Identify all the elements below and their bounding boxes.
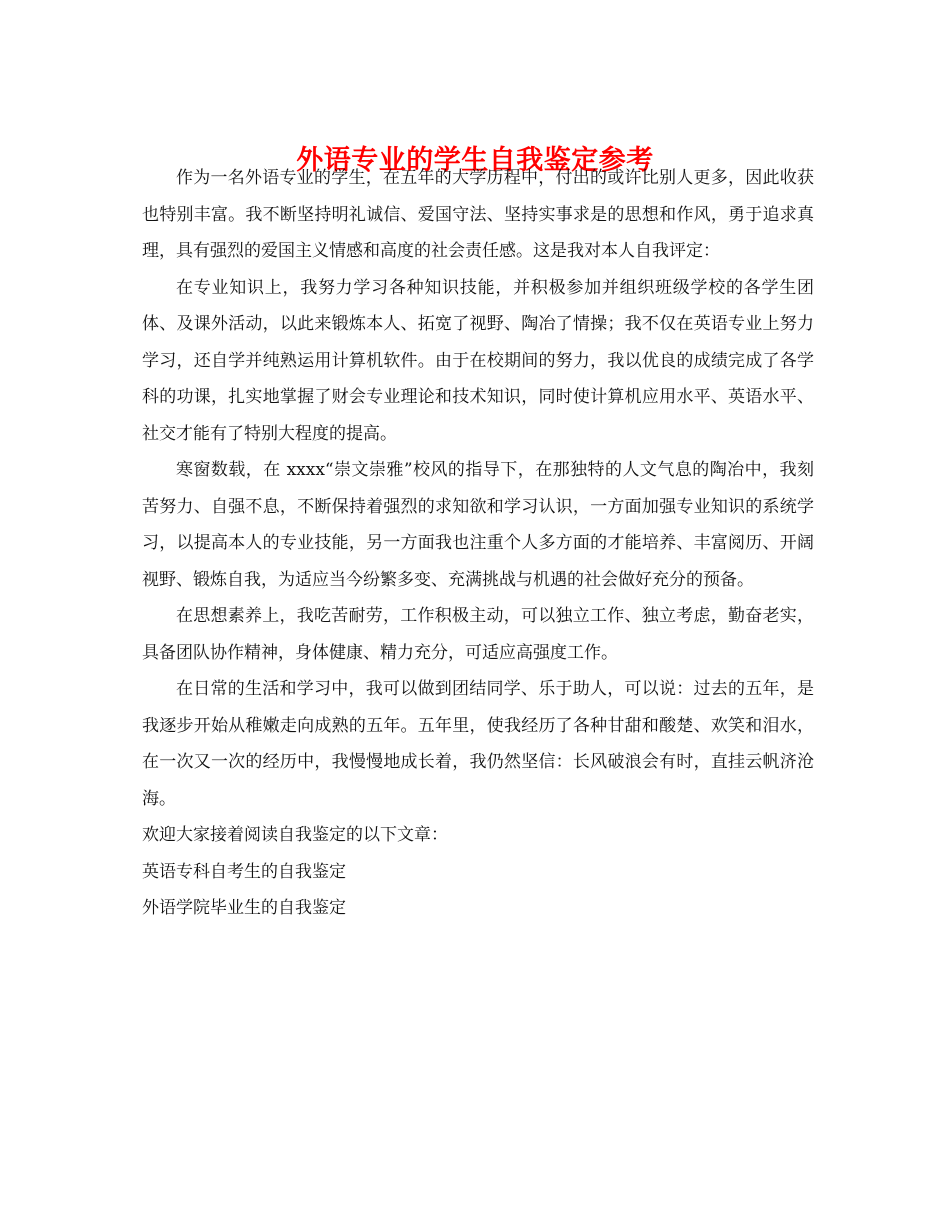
paragraph-ideological-quality: 在思想素养上，我吃苦耐劳，工作积极主动，可以独立工作、独立考虑，勤奋老实，具备团队协作精神，身体健康、精力充分，可适应高强度工作。: [142, 606, 814, 663]
document-body: [142, 160, 814, 927]
paragraph-professional-knowledge: 在专业知识上，我努力学习各种知识技能，并积极参加并组织班级学校的各学生团体、及课外活动，以此来锻炼本人、拓宽了视野、陶冶了情操；我不仅在英语专业上努力学习，还自学并纯熟运用计算机软件。由于在校期间的努力，我以优良的成绩完成了各学科的功课，扎实地掌握了财会专业理论和技术知识，同时使计算机应用水平、英语水平、社交才能有了特别大程度的提高。: [142, 277, 814, 444]
paragraph-daily-life: 在日常的生活和学习中，我可以做到团结同学、乐于助人，可以说：过去的五年，是我逐步开始从稚嫩走向成熟的五年。五年里，使我经历了各种甘甜和酸楚、欢笑和泪水，在一次又一次的经历中，我慢慢地成长着，我仍然坚信：长风破浪会有时，直挂云帆济沧海。: [142, 679, 814, 809]
related-article-link[interactable]: 英语专科自考生的自我鉴定: [142, 861, 346, 882]
paragraph-study-years: 寒窗数载，在 xxxx“崇文崇雅”校风的指导下，在那独特的人文气息的陶冶中，我刻苦努力、自强不息，不断保持着强烈的求知欲和学习认识，一方面加强专业知识的系统学习，以提高本人的专业技能，另一方面我也注重个人多方面的才能培养、丰富阅历、开阔视野、锻炼自我，为适应当今纷繁多变、充满挑战与机遇的社会做好充分的预备。: [142, 460, 814, 590]
document-title: 外语专业的学生自我鉴定参考: [296, 145, 654, 177]
more-reading-intro: 欢迎大家接着阅读自我鉴定的以下文章：: [142, 825, 448, 845]
related-articles-list: [142, 854, 814, 927]
paragraph-intro: 作为一名外语专业的学生，在五年的大学历程中，付出的或许比别人更多，因此收获也特别丰富。我不断坚持明礼诚信、爱国守法、坚持实事求是的思想和作风，勇于追求真理，具有强烈的爱国主义情感和高度的社会责任感。这是我对本人自我评定：: [142, 168, 814, 261]
related-article-link[interactable]: 外语学院毕业生的自我鉴定: [142, 898, 346, 918]
